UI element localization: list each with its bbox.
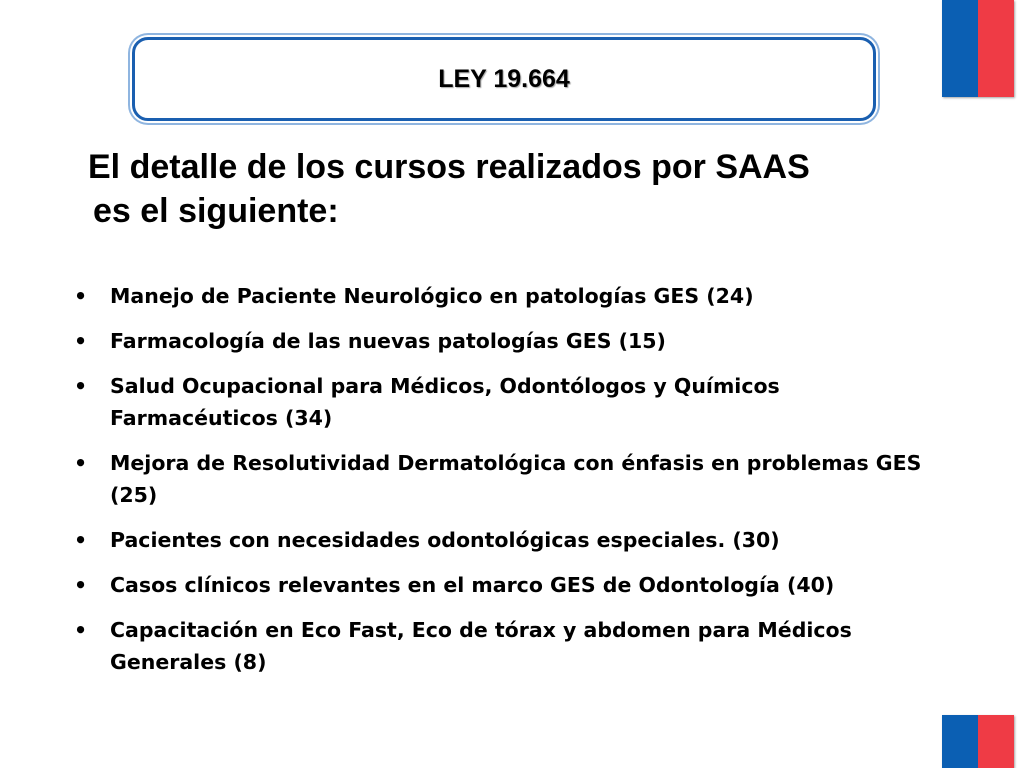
chile-flag-logo-bottom (942, 715, 1014, 768)
list-item (72, 569, 940, 601)
page-title: LEY 19.664 (438, 64, 570, 93)
bullet-icon: • (74, 528, 88, 552)
list-item (72, 447, 940, 511)
list-item (72, 524, 940, 556)
flag-red-stripe (978, 0, 1014, 97)
list-item (72, 325, 940, 357)
bullet-icon: • (74, 451, 88, 475)
bullet-icon: • (74, 374, 88, 398)
list-item (72, 280, 940, 312)
course-text: Capacitación en Eco Fast, Eco de tórax y abdomen para Médicos Generales (8) (110, 618, 852, 674)
flag-red-stripe (978, 715, 1014, 768)
flag-blue-stripe (942, 715, 978, 768)
chile-flag-logo-top (942, 0, 1014, 97)
title-box (132, 37, 876, 121)
list-item (72, 370, 940, 434)
heading-line-2: es el siguiente: (93, 192, 339, 230)
list-item (72, 614, 940, 678)
course-list (72, 280, 940, 691)
course-text: Salud Ocupacional para Médicos, Odontólogos y Químicos Farmacéuticos (34) (110, 374, 780, 430)
section-heading (88, 145, 948, 233)
course-text: Pacientes con necesidades odontológicas especiales. (30) (110, 528, 780, 552)
course-text: Farmacología de las nuevas patologías GES (15) (110, 329, 666, 353)
bullet-icon: • (74, 573, 88, 597)
bullet-icon: • (74, 618, 88, 642)
course-text: Mejora de Resolutividad Dermatológica con énfasis en problemas GES (25) (110, 451, 922, 507)
course-text: Manejo de Paciente Neurológico en patologías GES (24) (110, 284, 754, 308)
bullet-icon: • (74, 329, 88, 353)
course-text: Casos clínicos relevantes en el marco GES de Odontología (40) (110, 573, 835, 597)
heading-line-1: El detalle de los cursos realizados por SAAS (88, 148, 810, 186)
flag-blue-stripe (942, 0, 978, 97)
bullet-icon: • (74, 284, 88, 308)
